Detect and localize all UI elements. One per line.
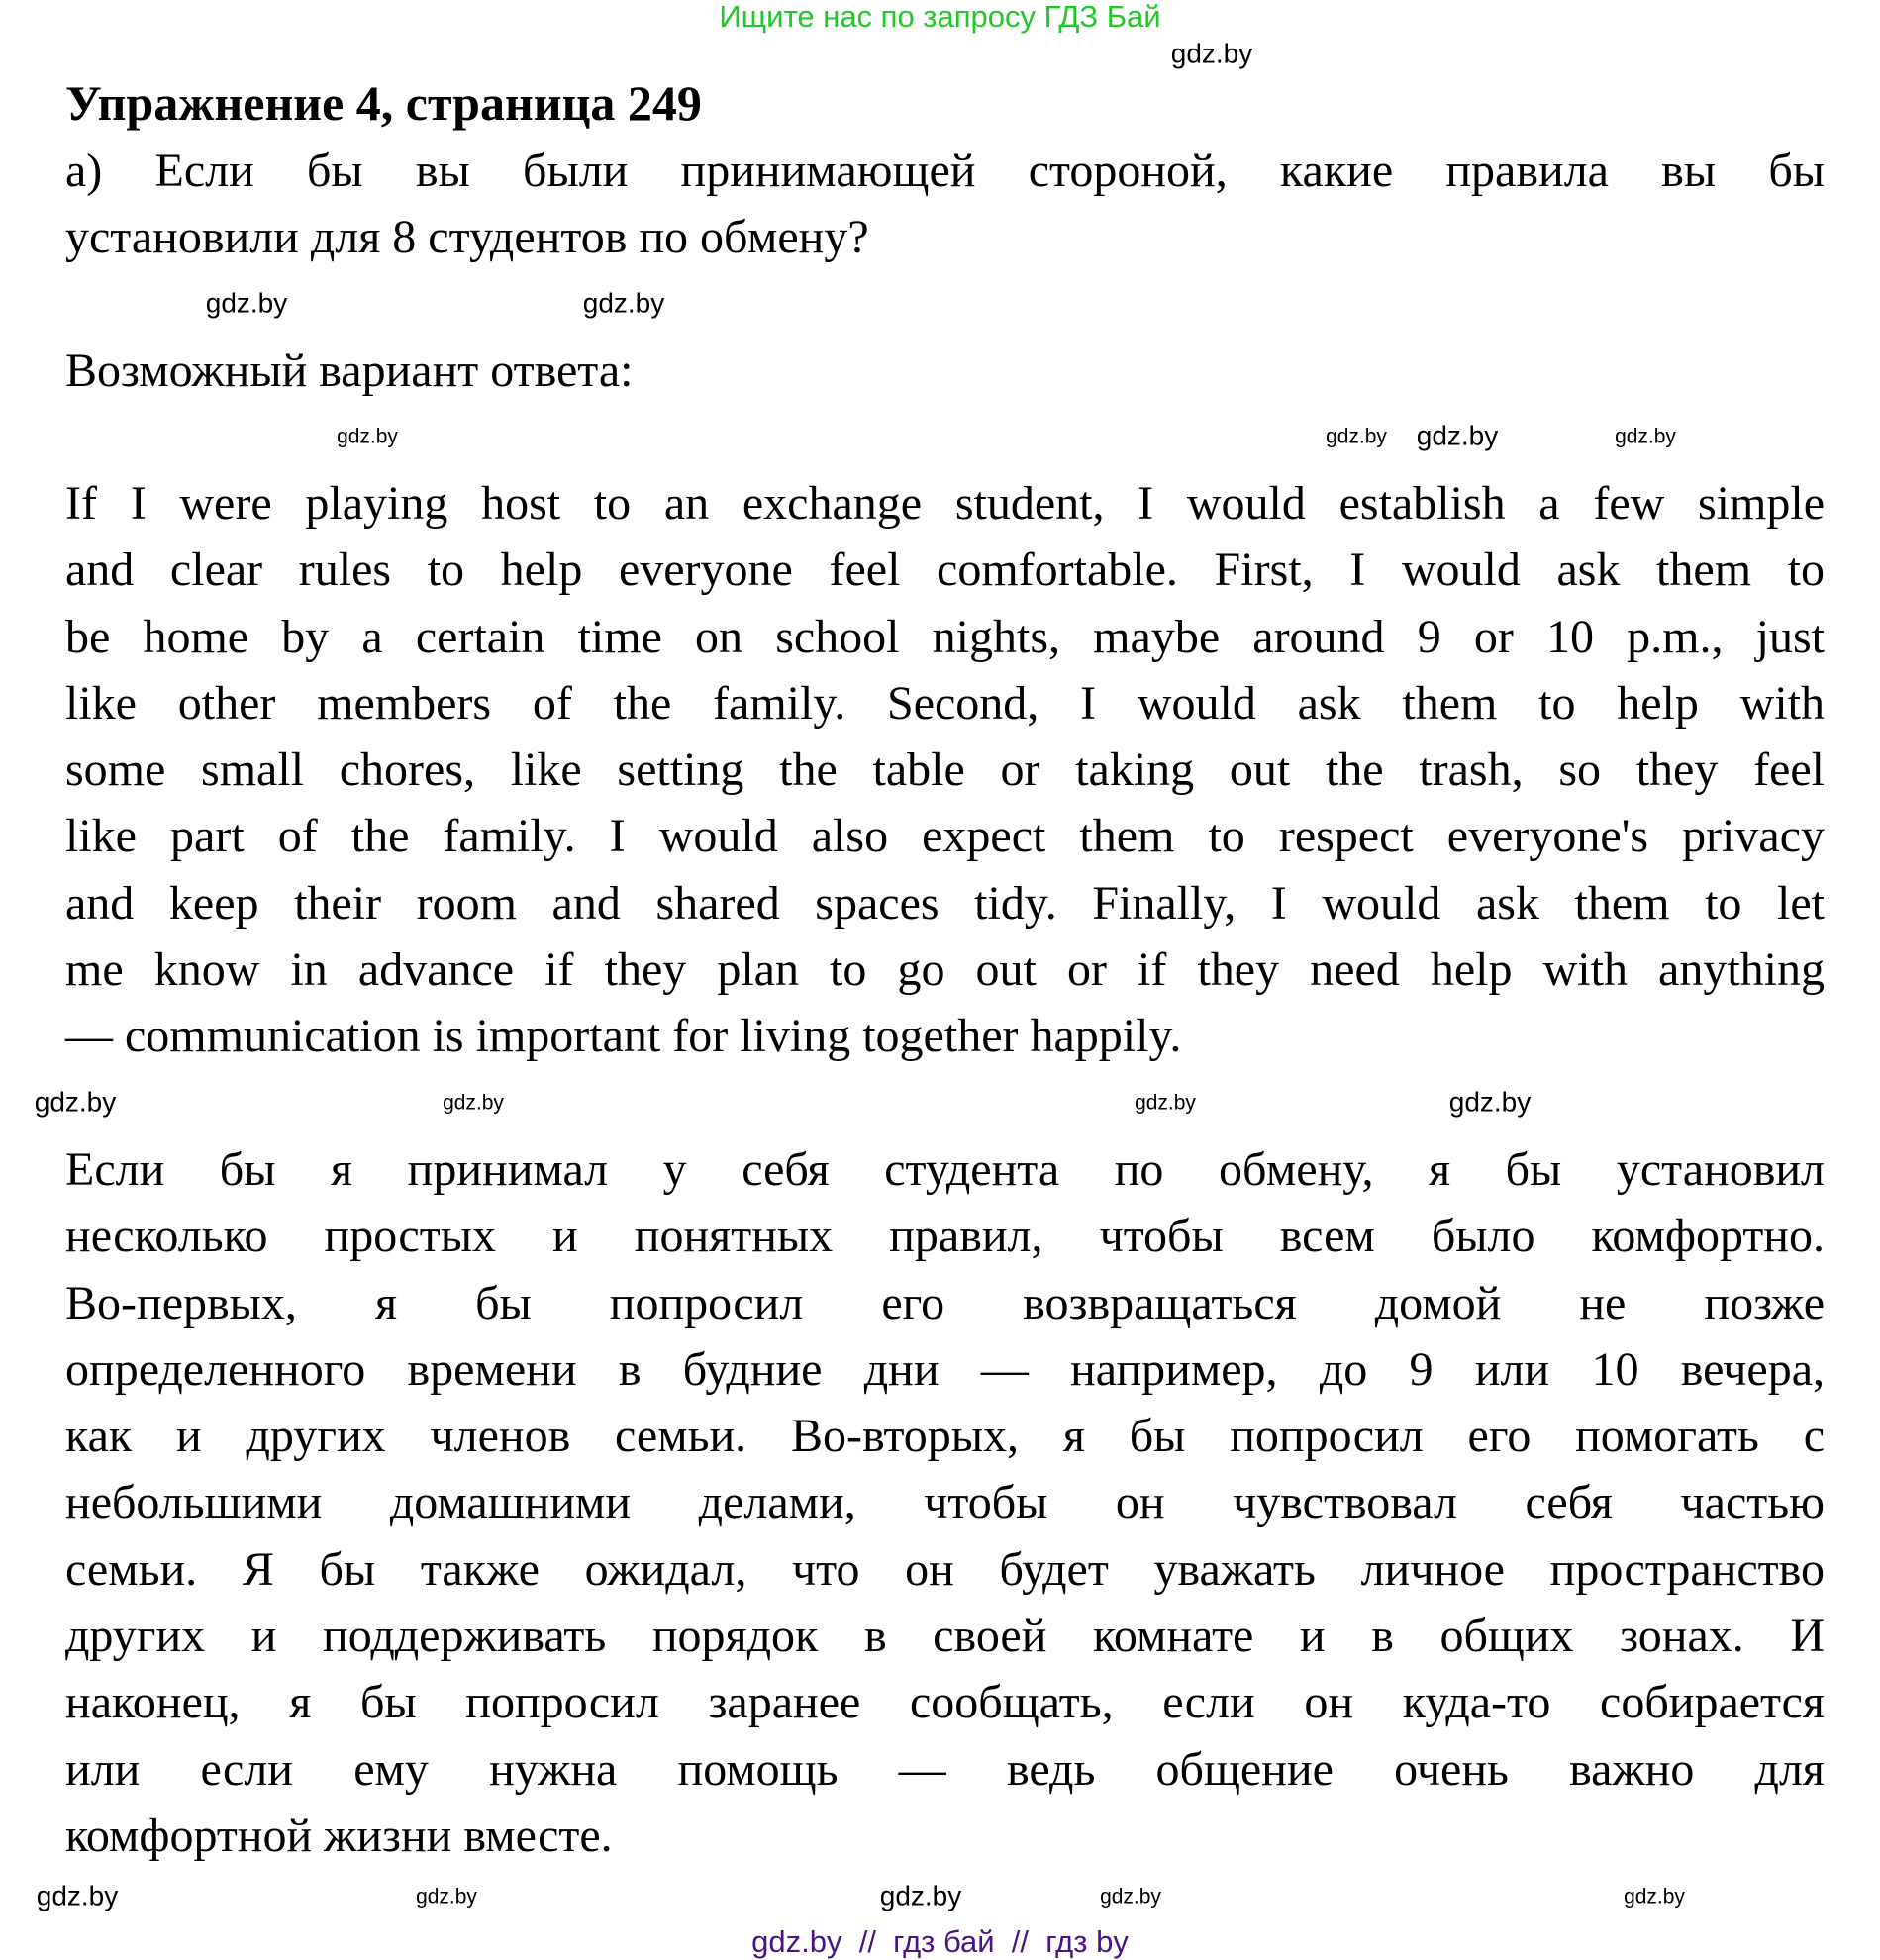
text-line: Во-первых, я бы попросил его возвращаться домой не позже (65, 1276, 1825, 1329)
watermark: gdz.by (416, 1885, 477, 1909)
watermark: gdz.by (1100, 1885, 1161, 1909)
text-line: me know in advance if they plan to go out or if they need help with anything (65, 943, 1825, 997)
text-line: If I were playing host to an exchange student, I would establish a few simple (65, 477, 1825, 530)
text-line: или если ему нужна помощь — ведь общение очень важно для (65, 1742, 1825, 1796)
watermark: gdz.by (1448, 1086, 1532, 1118)
text-line: небольшими домашними делами, чтобы он чувствовал себя частью (65, 1476, 1825, 1529)
answer-label-text: Возможный вариант ответа: (65, 344, 634, 397)
watermark: gdz.by (34, 1086, 117, 1118)
watermark: gdz.by (1170, 38, 1253, 69)
watermark: gdz.by (1624, 1885, 1685, 1909)
text-line: несколько простых и понятных правил, чтобы всем было комфортно. (65, 1210, 1825, 1263)
text-line: наконец, я бы попросил заранее сообщать, если он куда-то собирается (65, 1676, 1825, 1729)
text-line: Если бы я принимал у себя студента по обмену, я бы установил (65, 1143, 1825, 1196)
english-answer (65, 470, 1825, 1070)
watermark: gdz.by (1615, 425, 1676, 448)
bottom-ad-links[interactable]: gdz.by // гдз бай // гдз by (751, 1924, 1129, 1959)
text-line: определенного времени в будние дни — например, до 9 или 10 вечера, (65, 1342, 1825, 1396)
text-line: других и поддерживать порядок в своей комнате и в общих зонах. И (65, 1610, 1825, 1663)
watermark: gdz.by (1326, 425, 1387, 448)
watermark: gdz.by (443, 1091, 504, 1115)
watermark: gdz.by (337, 425, 398, 448)
text-line: — communication is important for living together happily. (65, 1010, 1182, 1063)
text-line: and keep their room and shared spaces tidy. Finally, I would ask them to let (65, 876, 1825, 930)
text-line: and clear rules to help everyone feel comfortable. First, I would ask them to (65, 543, 1825, 597)
watermark: gdz.by (1135, 1091, 1196, 1115)
text-line: комфортной жизни вместе. (65, 1809, 613, 1862)
watermark: gdz.by (36, 1880, 119, 1911)
question-text (65, 138, 1825, 271)
text-line: be home by a certain time on school nights, maybe around 9 or 10 p.m., just (65, 610, 1825, 663)
answer-label (65, 338, 1825, 404)
text-line: семьи. Я бы также ожидал, что он будет уважать личное пространство (65, 1542, 1825, 1596)
watermark: gdz.by (879, 1880, 962, 1911)
text-line: like other members of the family. Second, I would ask them to help with (65, 676, 1825, 730)
top-ad-link[interactable]: Ищите нас по запросу ГДЗ Бай (719, 0, 1161, 34)
watermark: gdz.by (1416, 420, 1499, 451)
watermark: gdz.by (205, 287, 288, 319)
text-line: как и других членов семьи. Во-вторых, я бы попросил его помогать с (65, 1410, 1825, 1463)
watermark: gdz.by (582, 287, 665, 319)
text-line: а) Если бы вы были принимающей стороной, какие правила вы бы (65, 145, 1825, 197)
russian-translation (65, 1136, 1825, 1869)
text-line: like part of the family. I would also expect them to respect everyone's privacy (65, 810, 1825, 863)
text-line: some small chores, like setting the table or taking out the trash, so they feel (65, 743, 1825, 797)
text-line: установили для 8 студентов по обмену? (65, 211, 869, 264)
page-title: Упражнение 4, страница 249 (65, 75, 702, 131)
